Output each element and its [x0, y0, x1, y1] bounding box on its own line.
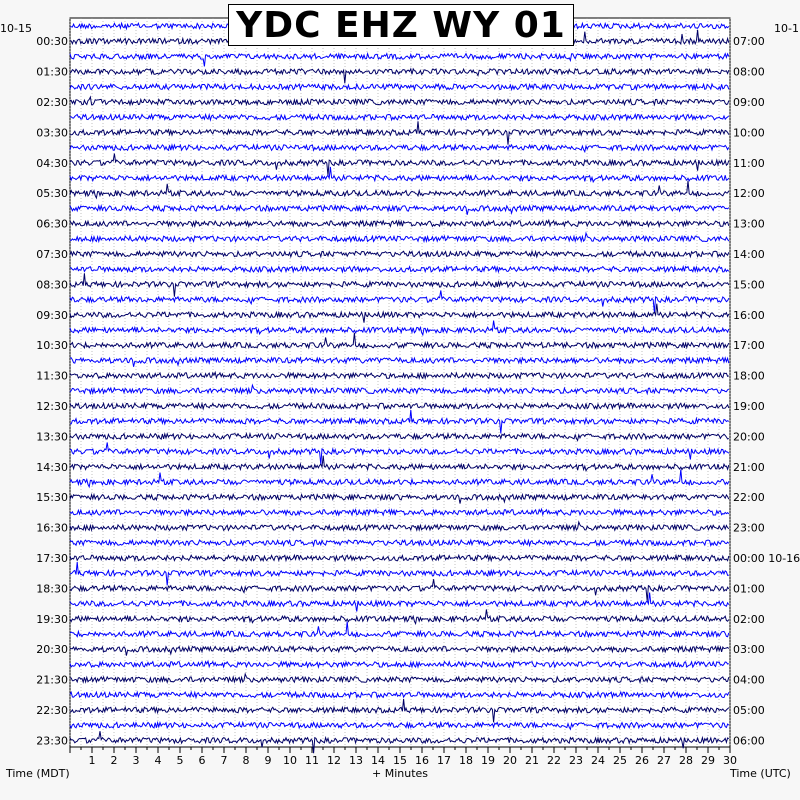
x-tick-label: 12	[327, 754, 341, 767]
left-time-label: 14:30	[36, 460, 68, 474]
x-tick-label: 24	[591, 754, 605, 767]
left-time-label: 05:30	[36, 187, 68, 201]
right-time-label: 21:00	[733, 460, 765, 474]
left-time-label: 11:30	[36, 369, 68, 383]
right-date-label: 10-1	[774, 22, 799, 35]
x-tick-label: 15	[393, 754, 407, 767]
chart-title: YDC EHZ WY 01	[228, 4, 574, 46]
x-tick-label: 10	[283, 754, 297, 767]
left-time-label: 20:30	[36, 643, 68, 657]
x-tick-label: 1	[88, 754, 96, 767]
left-time-label: 01:30	[36, 65, 68, 79]
x-axis-ticks	[70, 747, 737, 767]
left-time-label: 23:30	[36, 734, 68, 748]
x-tick-label: 18	[459, 754, 473, 767]
x-tick-label: 11	[305, 754, 319, 767]
left-time-label: 04:30	[36, 156, 68, 170]
x-tick-label: 26	[635, 754, 649, 767]
left-time-label: 08:30	[36, 278, 68, 292]
x-tick-label: 17	[437, 754, 451, 767]
right-time-label: 11:00	[733, 156, 765, 170]
x-tick-label: 23	[569, 754, 583, 767]
x-axis-label: + Minutes	[371, 767, 429, 780]
right-time-label: 18:00	[733, 369, 765, 383]
left-time-label: 12:30	[36, 400, 68, 413]
x-tick-label: 6	[198, 754, 206, 767]
right-time-label: 07:00	[733, 35, 765, 49]
right-time-label: 06:00	[733, 734, 765, 748]
right-time-label: 00:00 10-16	[733, 552, 800, 565]
x-tick-label: 4	[154, 754, 162, 767]
right-time-label: 08:00	[733, 65, 765, 79]
x-tick-label: 3	[132, 754, 140, 767]
left-time-label: 19:30	[36, 612, 68, 626]
left-time-label: 10:30	[36, 339, 68, 353]
x-tick-label: 21	[525, 754, 539, 767]
right-time-label: 20:00	[733, 430, 765, 444]
right-time-label: 17:00	[733, 339, 765, 353]
right-time-label: 04:00	[733, 673, 765, 687]
right-time-label: 12:00	[733, 187, 765, 201]
x-tick-label: 9	[264, 754, 272, 767]
x-tick-label: 2	[110, 754, 118, 767]
right-time-label: 05:00	[733, 704, 765, 717]
left-time-label: 22:30	[36, 704, 68, 717]
left-time-label: 07:30	[36, 248, 68, 261]
x-tick-label: 16	[415, 754, 429, 767]
right-time-label: 01:00	[733, 582, 765, 596]
x-tick-label: 8	[242, 754, 250, 767]
left-time-label: 16:30	[36, 521, 68, 535]
left-time-label: 09:30	[36, 308, 68, 322]
left-time-labels	[36, 35, 68, 747]
left-time-label: 03:30	[36, 126, 68, 140]
left-time-label: 17:30	[36, 552, 68, 565]
x-tick-label: 5	[176, 754, 184, 767]
x-tick-label: 25	[613, 754, 627, 767]
x-tick-label: 7	[220, 754, 228, 767]
right-time-label: 15:00	[733, 278, 765, 292]
right-time-label: 09:00	[733, 96, 765, 109]
left-date-label: 10-15	[0, 22, 32, 35]
right-time-label: 19:00	[733, 400, 765, 413]
x-tick-label: 14	[371, 754, 385, 767]
right-time-label: 16:00	[733, 308, 765, 322]
x-tick-label: 19	[481, 754, 495, 767]
x-tick-label: 30	[723, 754, 737, 767]
left-time-label: 15:30	[36, 491, 68, 505]
right-time-label: 10:00	[733, 126, 765, 140]
right-time-label: 02:00	[733, 612, 765, 626]
left-time-label: 21:30	[36, 673, 68, 687]
x-tick-label: 20	[503, 754, 517, 767]
x-tick-label: 29	[701, 754, 715, 767]
plot-background	[70, 18, 730, 747]
right-time-label: 23:00	[733, 521, 765, 535]
x-tick-label: 22	[547, 754, 561, 767]
left-time-label: 00:30	[36, 35, 68, 49]
right-time-label: 22:00	[733, 491, 765, 505]
left-time-label: 02:30	[36, 96, 68, 109]
x-tick-label: 13	[349, 754, 363, 767]
left-axis-label: Time (MDT)	[6, 767, 70, 780]
right-axis-label: Time (UTC)	[730, 767, 791, 780]
right-time-label: 14:00	[733, 248, 765, 261]
right-time-labels	[733, 35, 800, 747]
right-time-label: 03:00	[733, 643, 765, 657]
x-tick-label: 27	[657, 754, 671, 767]
x-tick-label: 28	[679, 754, 693, 767]
left-time-label: 18:30	[36, 582, 68, 596]
right-time-label: 13:00	[733, 217, 765, 231]
left-time-label: 13:30	[36, 430, 68, 444]
left-time-label: 06:30	[36, 217, 68, 231]
